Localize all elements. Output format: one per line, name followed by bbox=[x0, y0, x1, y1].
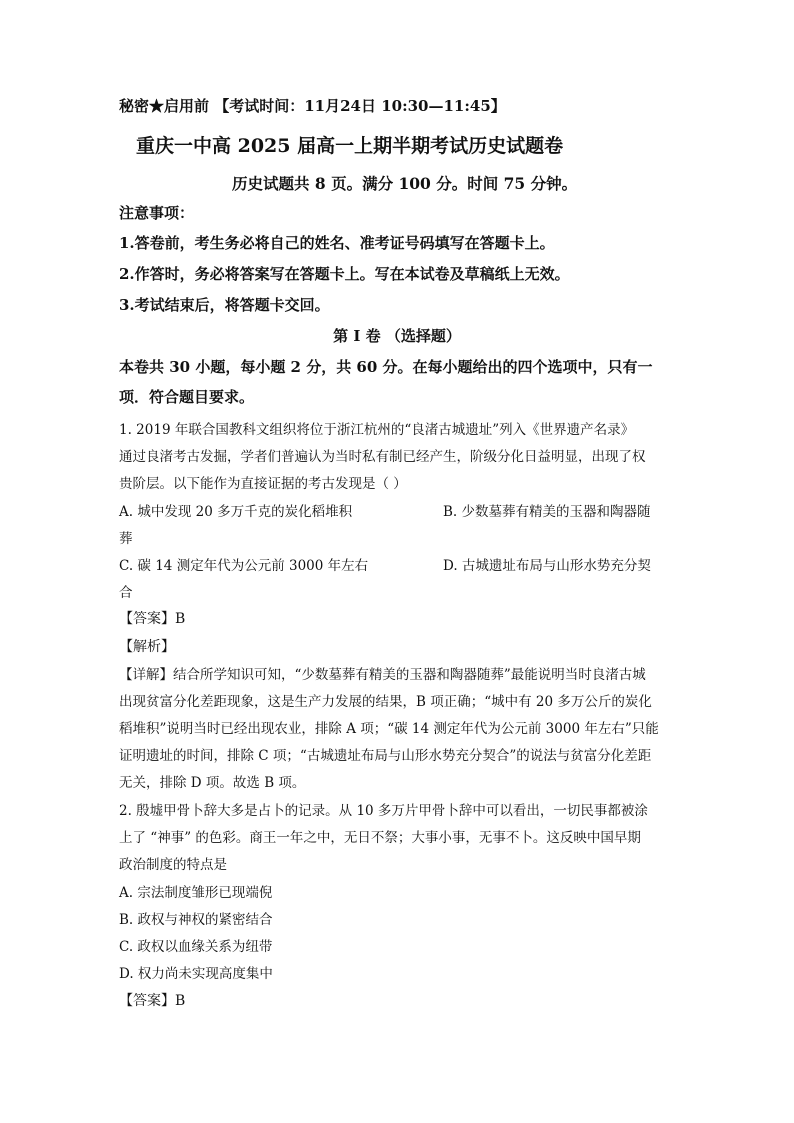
q1-option-b-cont: 葬 bbox=[119, 531, 133, 547]
exam-subtitle: 历史试题共 8 页。满分 100 分。时间 75 分钟。 bbox=[232, 174, 578, 193]
q2-option-c: C. 政权以血缘关系为纽带 bbox=[119, 939, 273, 955]
q1-detail-line: 出现贫富分化差距现象，这是生产力发展的结果，B 项正确；“城中有 20 多万公斤的炭化 bbox=[119, 694, 652, 710]
q1-answer: 【答案】B bbox=[119, 611, 186, 627]
notes-heading: 注意事项： bbox=[119, 204, 195, 222]
section-title: 第 I 卷 （选择题） bbox=[333, 327, 461, 345]
q1-option-d: D. 古城遗址布局与山形水势充分契 bbox=[443, 558, 651, 574]
q2-stem-line: 上了 “神事” 的色彩。商王一年之中，无日不祭；大事小事，无事不卜。这反映中国早期 bbox=[119, 830, 641, 846]
q2-stem-line: 2. 殷墟甲骨卜辞大多是占卜的记录。从 10 多万片甲骨卜辞中可以看出，一切民事都被涂 bbox=[119, 803, 648, 819]
section-instruction: 项．符合题目要求。 bbox=[119, 388, 255, 406]
q2-answer: 【答案】B bbox=[119, 993, 186, 1009]
q1-analysis-label: 【解析】 bbox=[119, 639, 175, 655]
section-instruction: 本卷共 30 小题，每小题 2 分，共 60 分。在每小题给出的四个选项中，只有一 bbox=[119, 358, 653, 376]
q2-option-b: B. 政权与神权的紧密结合 bbox=[119, 912, 273, 928]
notes-item: 1.答卷前，考生务必将自己的姓名、准考证号码填写在答题卡上。 bbox=[119, 234, 555, 252]
q1-stem-line: 贵阶层。以下能作为直接证据的考古发现是（ ） bbox=[119, 476, 407, 492]
q1-detail-line: 无关，排除 D 项。故选 B 项。 bbox=[119, 775, 306, 791]
q2-option-a: A. 宗法制度雏形已现端倪 bbox=[119, 885, 273, 901]
notes-item: 2.作答时，务必将答案写在答题卡上。写在本试卷及草稿纸上无效。 bbox=[119, 265, 570, 283]
secret-line: 秘密★启用前 【考试时间：11月24日 10:30—11:45】 bbox=[119, 97, 506, 115]
q2-stem-line: 政治制度的特点是 bbox=[119, 857, 227, 873]
q1-option-d-cont: 合 bbox=[119, 585, 133, 601]
q1-detail-line: 证明遗址的时间，排除 C 项；“古城遗址布局与山形水势充分契合”的说法与贫富分化差距 bbox=[119, 748, 652, 764]
q1-option-b: B. 少数墓葬有精美的玉器和陶器随 bbox=[443, 504, 651, 520]
notes-item: 3.考试结束后，将答题卡交回。 bbox=[119, 296, 330, 314]
q1-detail-line: 【详解】结合所学知识可知，“少数墓葬有精美的玉器和陶器随葬”最能说明当时良渚古城 bbox=[119, 667, 646, 683]
q1-stem-line: 1. 2019 年联合国教科文组织将位于浙江杭州的“良渚古城遗址”列入《世界遗产名录》 bbox=[119, 422, 635, 438]
q1-option-c: C. 碳 14 测定年代为公元前 3000 年左右 bbox=[119, 558, 369, 574]
q1-option-a: A. 城中发现 20 多万千克的炭化稻堆积 bbox=[119, 504, 353, 520]
page-title: 重庆一中高 2025 届高一上期半期考试历史试题卷 bbox=[136, 135, 564, 157]
q1-detail-line: 稻堆积”说明当时已经出现农业，排除 A 项；“碳 14 测定年代为公元前 3000 年左右”只能 bbox=[119, 721, 659, 737]
q1-stem-line: 通过良渚考古发掘，学者们普遍认为当时私有制已经产生，阶级分化日益明显，出现了权 bbox=[119, 449, 646, 465]
q2-option-d: D. 权力尚未实现高度集中 bbox=[119, 966, 273, 982]
